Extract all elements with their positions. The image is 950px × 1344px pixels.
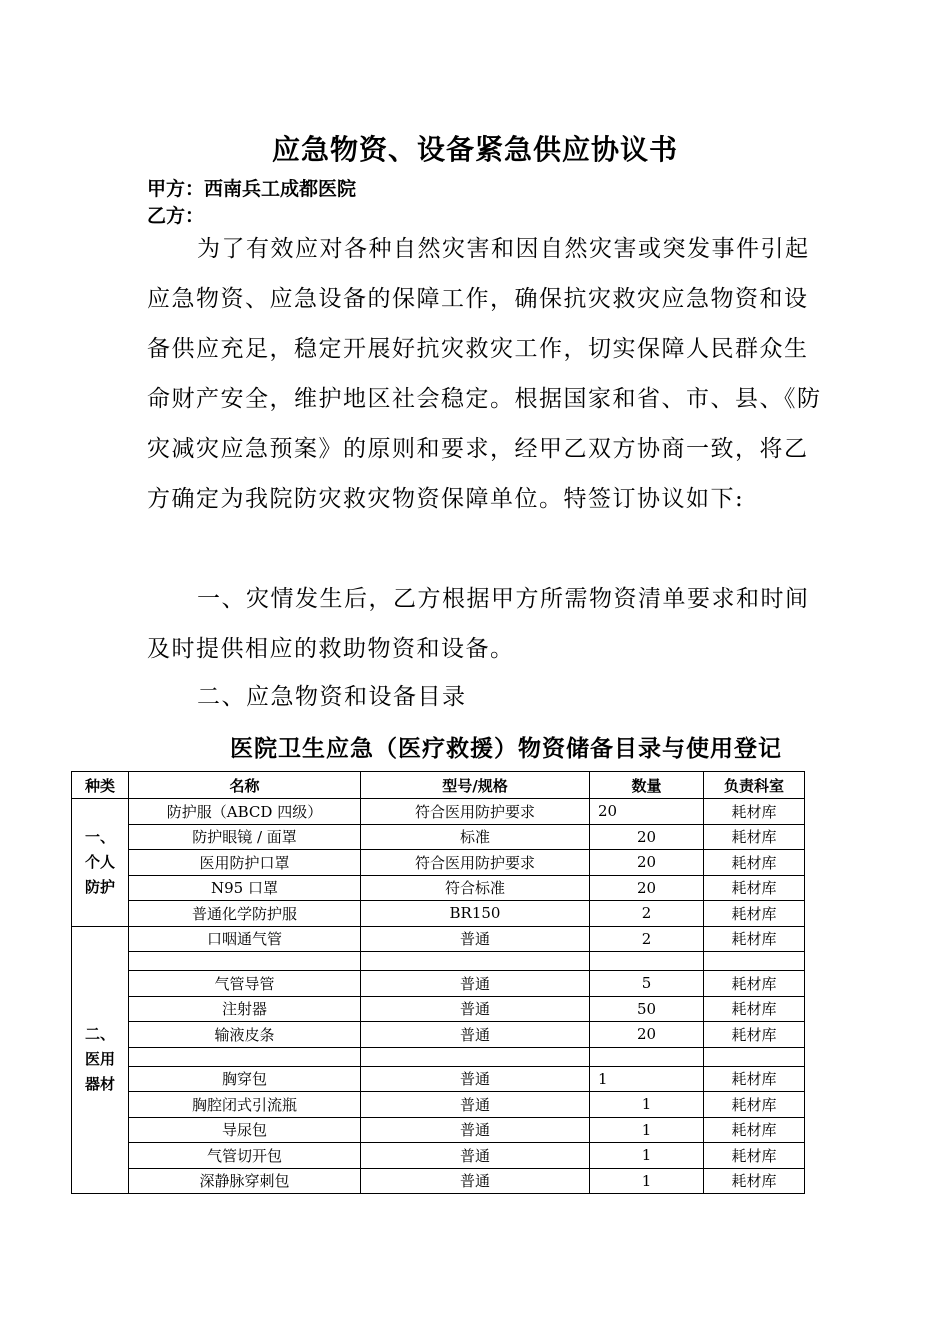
item-quantity (590, 1047, 704, 1066)
item-name: 气管切开包 (129, 1143, 361, 1169)
header-department: 负责科室 (704, 772, 805, 799)
item-name: N95 口罩 (129, 875, 361, 901)
item-quantity: 20 (590, 850, 704, 876)
item-name: 防护服（ABCD 四级） (129, 799, 361, 825)
table-row (72, 1168, 805, 1194)
item-spec: 符合标准 (361, 875, 590, 901)
item-name: 普通化学防护服 (129, 901, 361, 927)
item-quantity: 20 (590, 824, 704, 850)
item-department: 耗材库 (704, 850, 805, 876)
item-name: 深静脉穿刺包 (129, 1168, 361, 1194)
item-spec: 普通 (361, 926, 590, 952)
header-category: 种类 (72, 772, 129, 799)
table-row (72, 901, 805, 927)
item-quantity: 20 (590, 1022, 704, 1048)
table-row (72, 1066, 805, 1092)
item-department: 耗材库 (704, 901, 805, 927)
category-label-line: 个人 (84, 852, 115, 871)
table-row (72, 1022, 805, 1048)
item-spec (361, 1047, 590, 1066)
item-quantity: 1 (590, 1066, 704, 1092)
item-department (704, 952, 805, 971)
item-department: 耗材库 (704, 971, 805, 997)
table-row (72, 799, 805, 825)
table-row (72, 996, 805, 1022)
item-department: 耗材库 (704, 1092, 805, 1118)
paragraph-clause-1: 一、灾情发生后，乙方根据甲方所需物资清单要求和时间及时提供相应的救助物资和设备。 (147, 586, 810, 662)
item-department: 耗材库 (704, 1143, 805, 1169)
item-spec: BR150 (361, 901, 590, 927)
document-title: 应急物资、设备紧急供应协议书 (271, 133, 678, 166)
header-spec: 型号/规格 (361, 772, 590, 799)
category-label-line: 医用 (84, 1050, 115, 1069)
party-a: 甲方：西南兵工成都医院 (147, 178, 357, 200)
table-row (72, 1092, 805, 1118)
table-row (72, 1143, 805, 1169)
item-spec: 标准 (361, 824, 590, 850)
item-name (129, 1047, 361, 1066)
item-name: 胸穿包 (129, 1066, 361, 1092)
table-title: 医院卫生应急（医疗救援）物资储备目录与使用登记 (230, 736, 782, 762)
paragraph-clause-2: 二、应急物资和设备目录 (197, 684, 467, 710)
item-spec: 普通 (361, 1143, 590, 1169)
item-department: 耗材库 (704, 824, 805, 850)
item-quantity: 5 (590, 971, 704, 997)
item-name: 气管导管 (129, 971, 361, 997)
item-department: 耗材库 (704, 1022, 805, 1048)
table-row (72, 1117, 805, 1143)
item-department: 耗材库 (704, 926, 805, 952)
item-name: 输液皮条 (129, 1022, 361, 1048)
item-department (704, 1047, 805, 1066)
item-spec: 普通 (361, 1092, 590, 1118)
item-spec: 普通 (361, 1066, 590, 1092)
party-b: 乙方： (147, 205, 205, 227)
item-department: 耗材库 (704, 1066, 805, 1092)
table-row (72, 875, 805, 901)
paragraph-intro: 为了有效应对各种自然灾害和因自然灾害或突发事件引起应急物资、应急设备的保障工作，确保抗灾救灾应急物资和设备供应充足，稳定开展好抗灾救灾工作，切实保障人民群众生命财产安全，维护地区社会稳定。根据国家和省、市、县、《防灾减灾应急预案》的原则和要求，经甲乙双方协商一致，将乙方确定为我院防灾救灾物资保障单位。特签订协议如下: (147, 236, 822, 512)
table-row-empty (72, 1047, 805, 1066)
item-spec: 普通 (361, 1117, 590, 1143)
item-department: 耗材库 (704, 1117, 805, 1143)
item-spec (361, 952, 590, 971)
item-quantity: 1 (590, 1168, 704, 1194)
item-department: 耗材库 (704, 1168, 805, 1194)
item-department: 耗材库 (704, 996, 805, 1022)
item-quantity: 1 (590, 1117, 704, 1143)
item-quantity (590, 952, 704, 971)
category-personal-protection (72, 799, 129, 927)
item-spec: 普通 (361, 1168, 590, 1194)
item-name: 口咽通气管 (129, 926, 361, 952)
item-quantity: 50 (590, 996, 704, 1022)
table-header-row (72, 772, 805, 799)
header-quantity: 数量 (590, 772, 704, 799)
item-name (129, 952, 361, 971)
item-name: 导尿包 (129, 1117, 361, 1143)
table-row (72, 824, 805, 850)
table-row (72, 850, 805, 876)
item-spec: 普通 (361, 1022, 590, 1048)
item-spec: 普通 (361, 996, 590, 1022)
item-department: 耗材库 (704, 799, 805, 825)
header-name: 名称 (129, 772, 361, 799)
inventory-table (71, 771, 805, 1194)
category-label-line: 一、 (84, 827, 115, 846)
table-row-empty (72, 952, 805, 971)
category-label-line: 二、 (84, 1025, 115, 1044)
item-name: 防护眼镜 / 面罩 (129, 824, 361, 850)
item-quantity: 1 (590, 1092, 704, 1118)
item-quantity: 20 (590, 875, 704, 901)
item-name: 胸腔闭式引流瓶 (129, 1092, 361, 1118)
table-row (72, 971, 805, 997)
item-name: 注射器 (129, 996, 361, 1022)
item-quantity: 20 (590, 799, 704, 825)
category-medical-equipment (72, 926, 129, 1194)
category-label-line: 器材 (84, 1075, 115, 1094)
item-spec: 普通 (361, 971, 590, 997)
item-department: 耗材库 (704, 875, 805, 901)
item-spec: 符合医用防护要求 (361, 799, 590, 825)
item-quantity: 2 (590, 901, 704, 927)
item-quantity: 2 (590, 926, 704, 952)
item-quantity: 1 (590, 1143, 704, 1169)
table-row (72, 926, 805, 952)
item-name: 医用防护口罩 (129, 850, 361, 876)
category-label-line: 防护 (84, 877, 115, 896)
item-spec: 符合医用防护要求 (361, 850, 590, 876)
